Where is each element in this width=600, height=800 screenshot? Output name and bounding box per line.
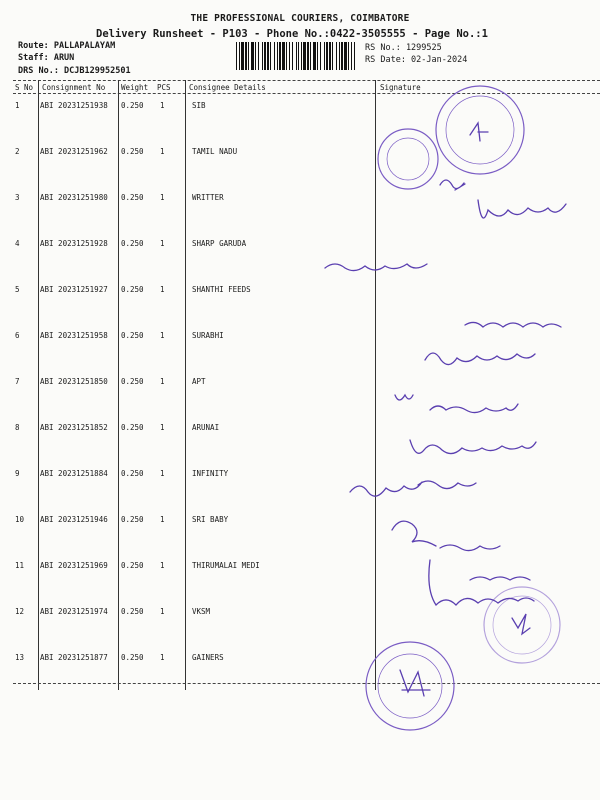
row-sno: 8 (15, 423, 20, 432)
row-consignment-no: ABI 20231251927 (40, 285, 108, 294)
table-header-rule (13, 93, 600, 94)
row-pcs: 1 (160, 469, 165, 478)
col-header-sno: S No (15, 83, 34, 92)
row-consignee: APT (192, 377, 206, 386)
delivery-table (13, 80, 600, 690)
row-sno: 9 (15, 469, 20, 478)
table-row (13, 607, 600, 619)
row-consignee: ARUNAI (192, 423, 220, 432)
row-pcs: 1 (160, 147, 165, 156)
table-top-rule (13, 80, 600, 81)
row-consignment-no: ABI 20231251877 (40, 653, 108, 662)
table-row (13, 469, 600, 481)
row-weight: 0.250 (121, 377, 144, 386)
row-sno: 12 (15, 607, 25, 616)
row-sno: 4 (15, 239, 20, 248)
row-weight: 0.250 (121, 147, 144, 156)
row-consignee: SRI BABY (192, 515, 229, 524)
table-row (13, 101, 600, 113)
barcode (236, 42, 358, 70)
staff-label: Staff: ARUN (18, 53, 75, 63)
row-pcs: 1 (160, 285, 165, 294)
row-pcs: 1 (160, 331, 165, 340)
row-consignment-no: ABI 20231251969 (40, 561, 108, 570)
row-weight: 0.250 (121, 285, 144, 294)
row-pcs: 1 (160, 653, 165, 662)
row-pcs: 1 (160, 101, 165, 110)
row-weight: 0.250 (121, 653, 144, 662)
table-bottom-rule (13, 683, 600, 684)
row-consignment-no: ABI 20231251980 (40, 193, 108, 202)
table-row (13, 423, 600, 435)
row-sno: 6 (15, 331, 20, 340)
col-header-pcs: PCS (157, 83, 171, 92)
row-consignment-no: ABI 20231251884 (40, 469, 108, 478)
row-weight: 0.250 (121, 561, 144, 570)
route-label: Route: PALLAPALAYAM (18, 41, 116, 51)
row-sno: 2 (15, 147, 20, 156)
row-weight: 0.250 (121, 193, 144, 202)
table-row (13, 331, 600, 343)
col-header-consignment: Consignment No (42, 83, 106, 92)
row-consignee: GAINERS (192, 653, 224, 662)
row-consignment-no: ABI 20231251928 (40, 239, 108, 248)
row-pcs: 1 (160, 423, 165, 432)
row-weight: 0.250 (121, 423, 144, 432)
rs-date: RS Date: 02-Jan-2024 (365, 55, 468, 65)
row-pcs: 1 (160, 239, 165, 248)
row-consignee: TAMIL NADU (192, 147, 238, 156)
row-sno: 1 (15, 101, 20, 110)
row-consignee: SURABHI (192, 331, 224, 340)
row-consignment-no: ABI 20231251850 (40, 377, 108, 386)
col-header-signature: Signature (380, 83, 421, 92)
row-sno: 13 (15, 653, 25, 662)
row-pcs: 1 (160, 377, 165, 386)
row-consignee: INFINITY (192, 469, 229, 478)
col-header-weight: Weight (121, 83, 149, 92)
row-sno: 5 (15, 285, 20, 294)
row-consignment-no: ABI 20231251938 (40, 101, 108, 110)
col-header-consignee: Consignee Details (189, 83, 266, 92)
table-row (13, 193, 600, 205)
row-weight: 0.250 (121, 469, 144, 478)
row-sno: 7 (15, 377, 20, 386)
table-row (13, 515, 600, 527)
table-row (13, 653, 600, 665)
row-consignment-no: ABI 20231251958 (40, 331, 108, 340)
rs-number: RS No.: 1299525 (365, 43, 442, 53)
row-sno: 10 (15, 515, 25, 524)
runsheet-title: Delivery Runsheet - P103 - Phone No.:0422-3505555 - Page No.:1 (96, 28, 488, 40)
row-consignee: WRITTER (192, 193, 224, 202)
row-consignee: SHARP GARUDA (192, 239, 247, 248)
row-consignee: VKSM (192, 607, 211, 616)
row-weight: 0.250 (121, 515, 144, 524)
row-consignee: THIRUMALAI MEDI (192, 561, 260, 570)
table-row (13, 561, 600, 573)
table-row (13, 285, 600, 297)
row-sno: 3 (15, 193, 20, 202)
row-consignment-no: ABI 20231251946 (40, 515, 108, 524)
table-row (13, 147, 600, 159)
row-weight: 0.250 (121, 331, 144, 340)
row-weight: 0.250 (121, 239, 144, 248)
row-consignment-no: ABI 20231251962 (40, 147, 108, 156)
row-consignee: SIB (192, 101, 206, 110)
company-title: THE PROFESSIONAL COURIERS, COIMBATORE (190, 13, 410, 24)
row-weight: 0.250 (121, 607, 144, 616)
row-pcs: 1 (160, 561, 165, 570)
table-row (13, 377, 600, 389)
row-pcs: 1 (160, 607, 165, 616)
row-consignee: SHANTHI FEEDS (192, 285, 251, 294)
row-pcs: 1 (160, 515, 165, 524)
table-row (13, 239, 600, 251)
row-consignment-no: ABI 20231251852 (40, 423, 108, 432)
row-pcs: 1 (160, 193, 165, 202)
drs-number: DRS No.: DCJB129952501 (18, 66, 131, 76)
row-sno: 11 (15, 561, 25, 570)
row-consignment-no: ABI 20231251974 (40, 607, 108, 616)
row-weight: 0.250 (121, 101, 144, 110)
